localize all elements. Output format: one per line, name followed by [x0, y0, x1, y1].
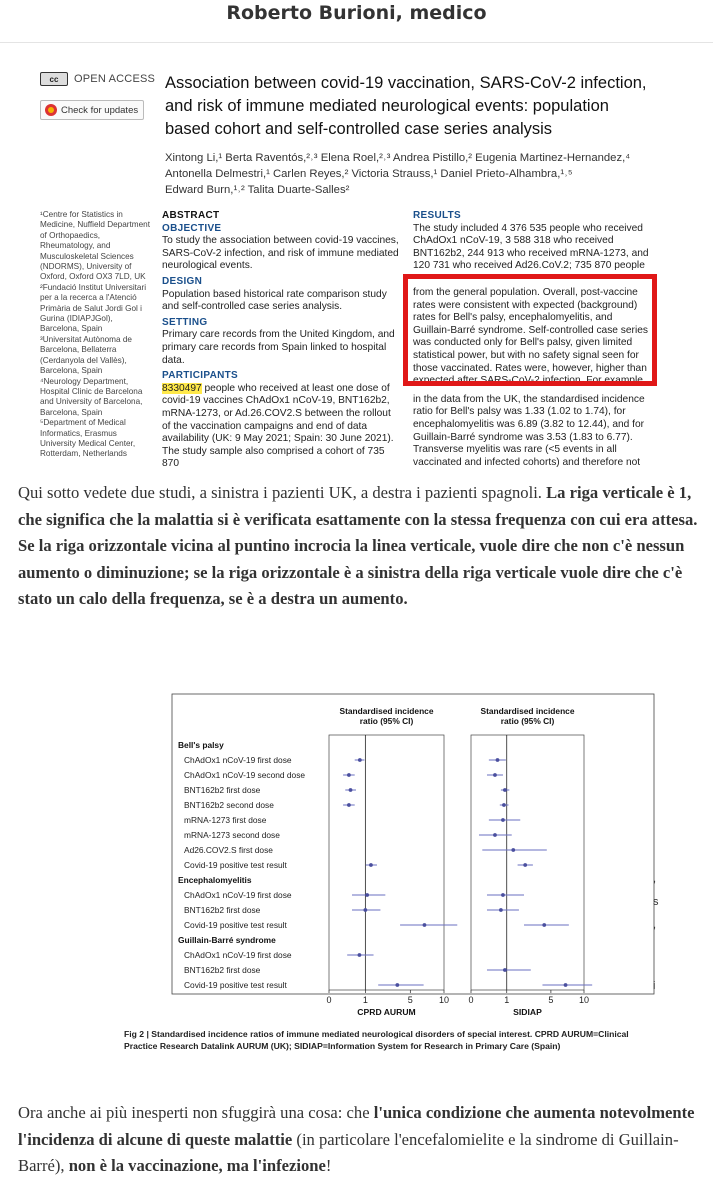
paper-title — [165, 72, 655, 141]
panel-header-line: ratio (95% CI) — [359, 716, 414, 726]
point-estimate — [511, 848, 515, 852]
paragraph-bold-text: l'unica condizione che aumenta notevolmente l'incidenza di alcune di queste malattie — [18, 1103, 695, 1149]
row-group-label: Guillain-Barré syndrome — [178, 935, 276, 945]
stray-mark: , — [653, 873, 657, 885]
row-label: Ad26.COV2.S first dose — [184, 845, 273, 855]
point-estimate — [501, 893, 505, 897]
forest-plot — [124, 690, 664, 1026]
red-highlight-box — [403, 274, 657, 386]
objective-heading: OBJECTIVE — [162, 222, 222, 234]
check-for-updates-label: Check for updates — [61, 104, 139, 116]
row-label: Covid-19 positive test result — [184, 920, 287, 930]
paper-title-line: and risk of immune mediated neurological events: population — [165, 97, 609, 115]
stray-mark: , — [653, 919, 657, 931]
point-estimate — [493, 833, 497, 837]
row-label: ChAdOx1 nCoV-19 first dose — [184, 890, 292, 900]
affiliation: ¹Centre for Statistics in Medicine, Nuffield Department of Orthopaedics, Rheumatology, and Musculoskeletal Sciences (NDORMS), University of Oxford, Oxford OX3 7LD, UK — [40, 210, 150, 282]
point-estimate — [349, 788, 353, 792]
x-tick-label: 10 — [438, 995, 450, 1005]
author-line: Xintong Li,¹ Berta Raventós,²˒³ Elena Roel,²˒³ Andrea Pistillo,² Eugenia Martinez-Hernandez,⁴ — [165, 152, 631, 164]
point-estimate — [523, 863, 527, 867]
panel-frame — [329, 735, 444, 990]
setting-heading: SETTING — [162, 316, 208, 328]
paper-abstract-image — [34, 64, 658, 470]
affiliation: ⁴Neurology Department, Hospital Clinic de Barcelona and University of Barcelona, Barcelona, Spain — [40, 376, 143, 417]
design-heading: DESIGN — [162, 275, 203, 287]
results-boxed-text: from the general population. Overall, post-vaccine rates were consistent with expected (background) rates for Bell's palsy, encephalomyelitis, and Guillain-Barré syndrome. Self-controlled case series was conducted only for Bell's palsy, given limited statistical power, but with no safety signal seen for those vaccinated. Rates were, however, higher than expected after SARS-CoV-2 infection. For example, — [413, 286, 648, 387]
cc-by-nc-icon: cc — [40, 72, 68, 86]
x-tick-label: 5 — [407, 995, 413, 1005]
paragraph-text: Qui sotto vedete due studi, a sinistra i pazienti UK, a destra i pazienti spagnoli. — [18, 483, 547, 502]
check-for-updates-button[interactable] — [40, 100, 144, 120]
row-label: BNT162b2 first dose — [184, 785, 261, 795]
participants-body: people who received at least one dose of covid-19 vaccines ChAdOx1 nCoV-19, BNT162b2, mRNA-1273, or Ad.26.COV2.S between the rollout of the vaccination campaigns and end of data availability (UK: 9 May 2021; Spain: 30 June 2021). The study sample also comprised a cohort of 735 870 — [162, 382, 394, 470]
paper-authors — [165, 150, 655, 198]
row-group-label: Encephalomyelitis — [178, 875, 252, 885]
open-access-badge — [40, 72, 155, 86]
row-label: Covid-19 positive test result — [184, 980, 287, 990]
row-group-label: Bell's palsy — [178, 740, 224, 750]
x-tick-label: 1 — [504, 995, 510, 1005]
participants-number: 8330497 — [162, 382, 202, 394]
site-header — [0, 0, 713, 43]
row-label: ChAdOx1 nCoV-19 first dose — [184, 755, 292, 765]
results-text: The study included 4 376 535 people who received ChAdOx1 nCoV-19, 3 588 318 who received BNT162b2, 244 913 who received mRNA-1273, and 120 731 who received Ad26.CoV.2; 735 870 people — [413, 222, 649, 272]
crossmark-icon — [45, 104, 57, 116]
results-heading: RESULTS — [413, 210, 462, 221]
point-estimate — [347, 773, 351, 777]
x-tick-label: 5 — [548, 995, 554, 1005]
paragraph-text: Ora anche ai più inesperti non sfuggirà una cosa: che — [18, 1103, 374, 1122]
point-estimate — [369, 863, 373, 867]
panel-title: CPRD AURUM — [357, 1007, 416, 1017]
affiliations — [40, 210, 152, 460]
figure-caption: Fig 2 | Standardised incidence ratios of immune mediated neurological disorders of special interest. CPRD AURUM=Clinical Practice Research Datalink AURUM (UK); SIDIAP=Information System for Research in Primary Care (Spain) — [124, 1029, 629, 1051]
design-text: Population based historical rate comparison study and self-controlled case series analysis. — [162, 288, 387, 313]
row-label: Covid-19 positive test result — [184, 860, 287, 870]
paper-title-line: based cohort and self-controlled case series analysis — [165, 120, 553, 138]
row-label: BNT162b2 first dose — [184, 965, 261, 975]
point-estimate — [501, 818, 505, 822]
point-estimate — [503, 788, 507, 792]
panel-header-line: Standardised incidence — [339, 706, 434, 716]
stray-marks — [653, 868, 659, 998]
panel-title: SIDIAP — [513, 1007, 542, 1017]
point-estimate — [542, 923, 546, 927]
objective-text: To study the association between covid-19 vaccines, SARS-CoV-2 infection, and risk of immune mediated neurological events. — [162, 235, 399, 272]
abstract-heading: ABSTRACT — [162, 210, 220, 221]
participants-heading: PARTICIPANTS — [162, 370, 239, 382]
paragraph-explanation — [18, 480, 698, 613]
stray-mark: i — [653, 980, 656, 992]
point-estimate — [347, 803, 351, 807]
point-estimate — [496, 758, 500, 762]
point-estimate — [395, 983, 399, 987]
point-estimate — [363, 908, 367, 912]
row-label: ChAdOx1 nCoV-19 first dose — [184, 950, 292, 960]
point-estimate — [564, 983, 568, 987]
forest-plot-figure — [124, 690, 664, 1075]
x-tick-label: 0 — [326, 995, 332, 1005]
point-estimate — [499, 908, 503, 912]
results-after-text: in the data from the UK, the standardised incidence ratio for Bell's palsy was 1.33 (1.02 to 1.74), for encephalomyelitis was 6.89 (3.82 to 12.44), and for Guillain-Barré syndrome was 3.53 (1.83 to 6.77). Transverse myelitis was rare (<5 events in all vaccinated and infected cohorts) and therefore not — [413, 393, 645, 468]
participants-text — [162, 383, 400, 471]
point-estimate — [358, 953, 362, 957]
site-title[interactable]: Roberto Burioni, medico — [226, 2, 487, 24]
point-estimate — [423, 923, 427, 927]
row-label: mRNA-1273 second dose — [184, 830, 280, 840]
paragraph-bold-text: non è la vaccinazione, ma l'infezione — [68, 1156, 326, 1175]
point-estimate — [358, 758, 362, 762]
row-label: ChAdOx1 nCoV-19 second dose — [184, 770, 306, 780]
x-tick-label: 0 — [468, 995, 474, 1005]
paragraph-bold-text: La riga verticale è 1, che significa che la malattia si è verificata esattamente con la stessa frequenza con cui era attesa. Se la riga orizzontale vicina al puntino incrocia la linea verticale, vuole dire che non c'è nessun aumento o diminuzione; se la riga orizzontale è a sinistra della riga verticale vuole dire che c'è stato un calo della frequenza, se è a destra un aumento. — [18, 483, 698, 608]
abstract-left-column — [162, 210, 400, 471]
open-access-label: OPEN ACCESS — [74, 73, 156, 85]
x-tick-label: 10 — [578, 995, 590, 1005]
stray-mark: s — [653, 896, 659, 908]
point-estimate — [503, 968, 507, 972]
setting-text: Primary care records from the United Kingdom, and primary care records from Spain linked to hospital data. — [162, 329, 395, 366]
author-line: Edward Burn,¹˒² Talita Duarte-Salles² — [165, 184, 350, 196]
x-tick-label: 1 — [362, 995, 368, 1005]
figure-frame — [172, 694, 654, 994]
affiliation: ²Fundació Institut Universitari per a la recerca a l'Atenció Primària de Salut Jordi Gol i Gurina (IDIAPJGol), Barcelona, Spain — [40, 282, 147, 334]
point-estimate — [502, 803, 506, 807]
author-line: Antonella Delmestri,¹ Carlen Reyes,² Victoria Strauss,¹ Daniel Prieto-Alhambra,¹˒⁵ — [165, 168, 573, 180]
row-label: mRNA-1273 first dose — [184, 815, 267, 825]
row-label: BNT162b2 first dose — [184, 905, 261, 915]
paragraph-text: ! — [325, 1156, 332, 1175]
panel-header-line: Standardised incidence — [480, 706, 575, 716]
row-label: BNT162b2 second dose — [184, 800, 274, 810]
point-estimate — [493, 773, 497, 777]
panel-frame — [471, 735, 584, 990]
paper-title-line: Association between covid-19 vaccination, SARS-CoV-2 infection, — [165, 74, 647, 92]
panel-header-line: ratio (95% CI) — [500, 716, 555, 726]
paragraph-text: (in particolare l'encefalomielite e la sindrome di Guillain-Barré), — [18, 1129, 679, 1175]
paragraph-conclusion — [18, 1100, 698, 1180]
affiliation: ⁵Department of Medical Informatics, Erasmus University Medical Center, Rotterdam, Netherlands — [40, 418, 136, 459]
point-estimate — [365, 893, 369, 897]
affiliation: ³Universitat Autònoma de Barcelona, Bellaterra (Cerdanyola del Vallès), Barcelona, Spain — [40, 334, 132, 376]
